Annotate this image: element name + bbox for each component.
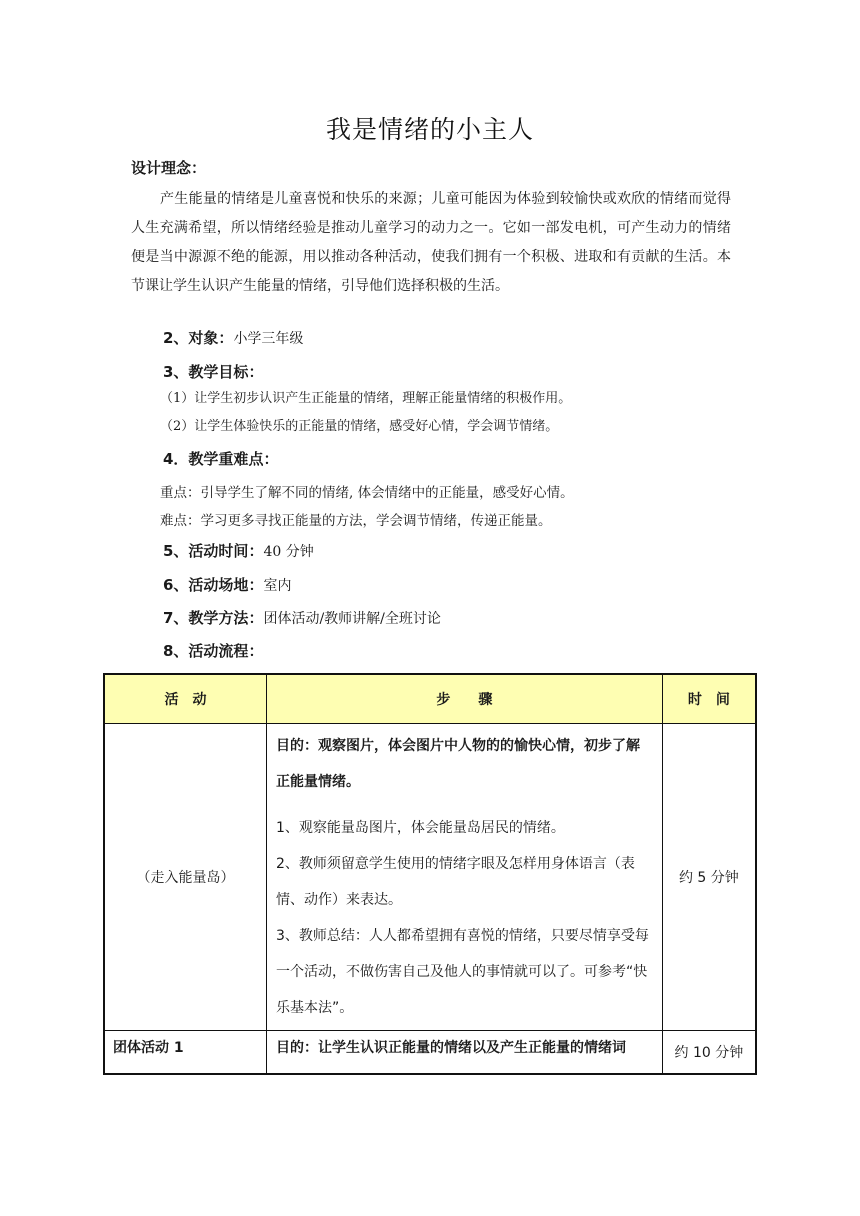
place-value: 室内 [263,578,292,594]
flow-item [163,640,263,661]
key-label: 4．教学重难点： [163,450,279,468]
header-time: 时 间 [662,674,756,724]
place-label: 6、活动场地： [163,576,264,594]
time-label: 5、活动时间： [163,542,264,560]
table-header-row [104,674,756,724]
row1-activity: （走入能量岛） [104,724,267,1031]
difficult-point: 难点：学习更多寻找正能量的方法，学会调节情绪，传递正能量。 [160,513,552,529]
row1-step-3: 3、教师总结：人人都希望拥有喜悦的情绪，只要尽情享受每一个活动，不做伤害自己及他人的事情就可以了。可参考“快乐基本法”。 [276,928,649,1016]
key-point: 重点：引导学生了解不同的情绪, 体会情绪中的正能量，感受好心情。 [160,485,574,501]
key-item [163,448,278,469]
header-steps: 步 骤 [267,674,663,724]
goal-1: （1）让学生初步认识产生正能量的情绪，理解正能量情绪的积极作用。 [160,391,572,406]
target-label: 2、对象： [163,329,234,347]
table-row [104,724,756,1031]
activity-flow-table [103,673,757,1075]
time-value: 40 分钟 [263,544,314,560]
flow-label: 8、活动流程： [163,642,264,660]
page-title: 我是情绪的小主人 [325,115,534,144]
method-item [163,607,441,628]
place-item [163,574,291,595]
method-value: 团体活动/教师讲解/全班讨论 [263,611,441,627]
row1-step-2: 2、教师须留意学生使用的情绪字眼及怎样用身体语言（表情、动作）来表达。 [276,856,635,908]
row2-goal: 目的：让学生认识正能量的情绪以及产生正能量的情绪词 [267,1031,663,1075]
row2-activity: 团体活动 1 [104,1031,267,1075]
row1-step-1: 1、观察能量岛图片，体会能量岛居民的情绪。 [276,820,565,836]
header-activity: 活 动 [104,674,267,724]
method-label: 7、教学方法： [163,609,264,627]
table-row [104,1031,756,1075]
row1-goal: 目的：观察图片，体会图片中人物的的愉快心情，初步了解正能量情绪。 [276,738,640,790]
target-item [163,327,303,348]
design-heading: 设计理念： [131,159,207,177]
goal-2: （2）让学生体验快乐的正能量的情绪，感受好心情，学会调节情绪。 [160,419,559,434]
design-paragraph: 产生能量的情绪是儿童喜悦和快乐的来源；儿童可能因为体验到较愉快或欢欣的情绪而觉得人生充满希望，所以情绪经验是推动儿童学习的动力之一。它如一部发电机，可产生动力的情绪便是当中源源不绝的能源，用以推动各种活动，使我们拥有一个积极、进取和有贡献的生活。本节课让学生认识产生能量的情绪，引导他们选择积极的生活。 [131,191,731,294]
time-item [163,540,314,561]
row2-time: 约 10 分钟 [662,1031,756,1075]
row1-steps [267,724,663,1031]
goals-label: 3、教学目标： [163,363,264,381]
row1-time: 约 5 分钟 [662,724,756,1031]
goals-item [163,361,263,382]
target-value: 小学三年级 [233,331,304,347]
